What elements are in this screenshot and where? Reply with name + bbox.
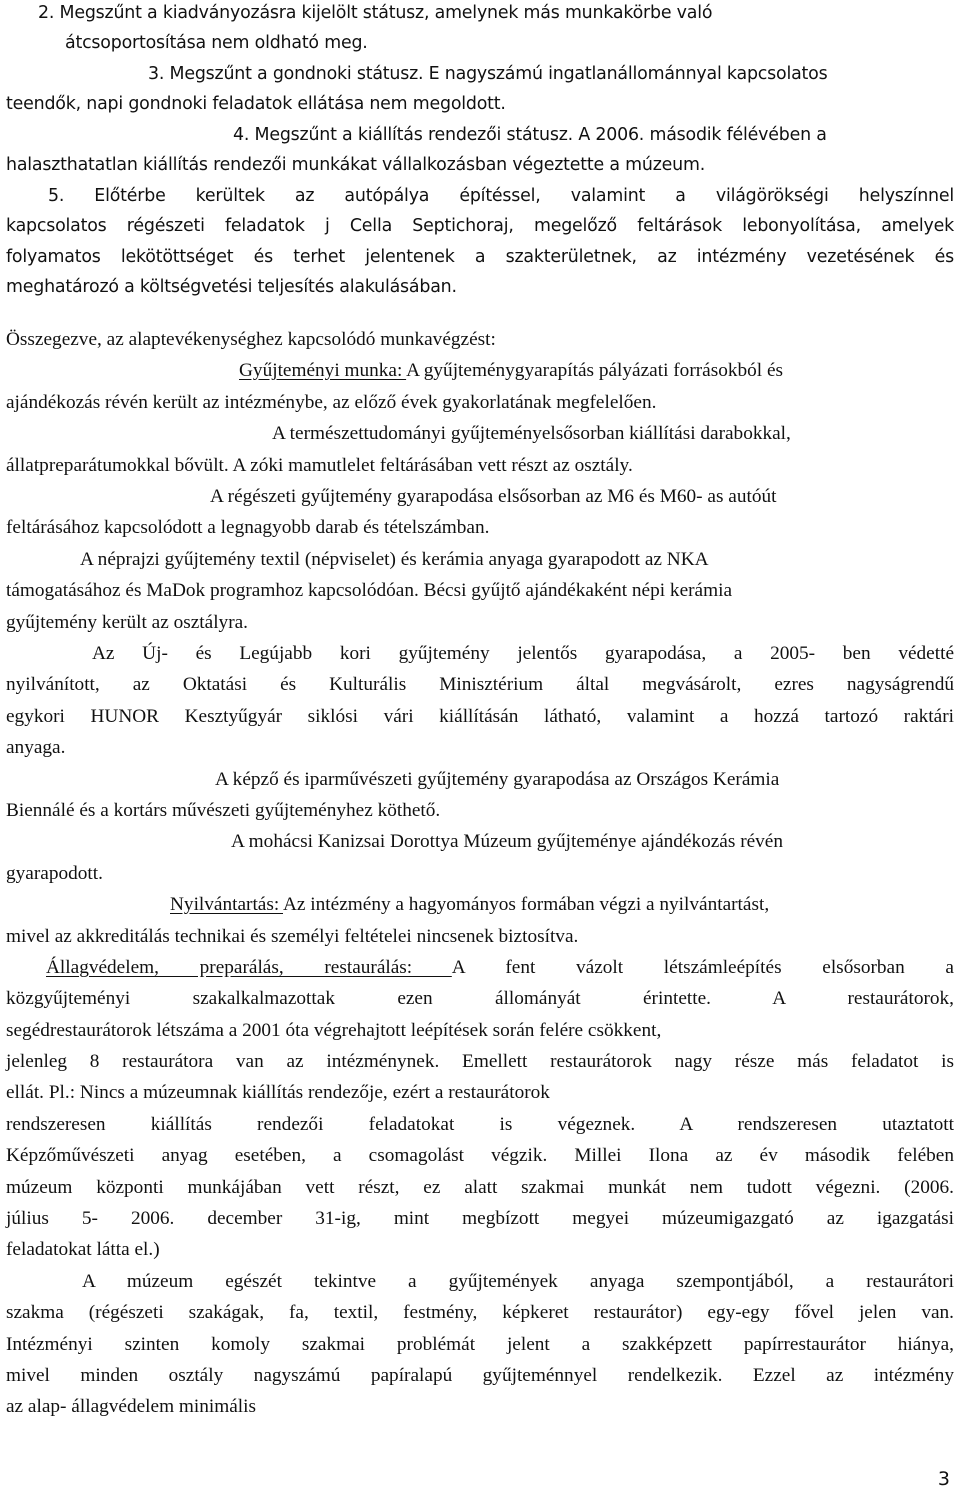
- natural-science-line-2: állatpreparátumokkal bővült. A zóki mamutlelet feltárásában vett részt az osztály.: [6, 455, 633, 476]
- ethnography-line-3: gyűjtemény került az osztályra.: [6, 612, 248, 633]
- conservation-line-7: Képzőművészeti anyag esetében, a csomagolást végzik. Millei Ilona az év második felében: [6, 1145, 954, 1166]
- list-item-3-line-2: teendők, napi gondnoki feladatok ellátása nem megoldott.: [6, 94, 506, 114]
- archaeology-line-2: feltárásához kapcsolódott a legnagyobb darab és tételszámban.: [6, 517, 490, 538]
- conservation-line-8: múzeum központi munkájában vett részt, ez alatt szakmai munkát nem tudott végezni. (2006.: [6, 1177, 954, 1198]
- mohacs-museum-line-2: gyarapodott.: [6, 863, 103, 884]
- list-item-2-line-1: 2. Megszűnt a kiadványozásra kijelölt státusz, amelynek más munkakörbe való: [38, 3, 713, 23]
- conservation-text: A fent vázolt létszámleépítés elsősorban a: [451, 957, 954, 978]
- registry-text: Az intézmény a hagyományos formában végzi a nyilvántartást,: [283, 894, 770, 915]
- conservation-line-10: feladatokat látta el.): [6, 1239, 160, 1260]
- collection-work-text: A gyűjteménygyarapítás pályázati forrásokból és: [406, 360, 784, 381]
- list-item-3-line-1: 3. Megszűnt a gondnoki státusz. E nagyszámú ingatlanállománnyal kapcsolatos: [148, 64, 828, 84]
- summary-intro: Összegezve, az alaptevékenységhez kapcsolódó munkavégzést:: [6, 329, 496, 350]
- conservation-heading: Állagvédelem, preparálás, restaurálás:: [46, 957, 452, 978]
- ethnography-line-1: A néprajzi gyűjtemény textil (népviselet) és kerámia anyaga gyarapodott az NKA: [80, 549, 709, 570]
- collection-work-heading: Gyűjteményi munka:: [239, 360, 407, 381]
- mohacs-museum-line-1: A mohácsi Kanizsai Dorottya Múzeum gyűjteménye ajándékozás révén: [231, 831, 784, 852]
- natural-science-line-1: A természettudományi gyűjteményelsősorban kiállítási darabokkal,: [272, 423, 791, 444]
- collection-work-line-2: ajándékozás révén került az intézménybe, az előző évek gyakorlatának megfelelően.: [6, 392, 657, 413]
- registry-line-1: [170, 892, 954, 920]
- overview-line-5: az alap- állagvédelem minimális: [6, 1396, 257, 1417]
- overview-line-4: mivel minden osztály nagyszámú papíralapú gyűjteménnyel rendelkezik. Ezzel az intézmény: [6, 1365, 954, 1386]
- conservation-line-4: jelenleg 8 restaurátora van az intézménynek. Emellett restaurátorok nagy része más feladatot is: [6, 1051, 954, 1072]
- registry-line-2: mivel az akkreditálás technikai és személyi feltételei nincsenek biztosítva.: [6, 926, 579, 947]
- modern-history-line-2: nyilvánított, az Oktatási és Kulturális Minisztérium által megvásárolt, ezres nagyságrendű: [6, 674, 954, 695]
- list-item-2-line-2: átcsoportosítása nem oldható meg.: [65, 33, 368, 53]
- conservation-line-2: közgyűjteményi szakalkalmazottak ezen állományát érintette. A restaurátorok,: [6, 988, 954, 1009]
- archaeology-line-1: A régészeti gyűjtemény gyarapodása elsősorban az M6 és M60- as autóút: [210, 486, 777, 507]
- overview-line-1: A múzeum egészét tekintve a gyűjtemények anyaga szempontjából, a restaurátori: [82, 1271, 954, 1292]
- overview-line-3: Intézményi szinten komoly szakmai problémát jelent a szakképzett papírrestaurátor hiánya,: [6, 1334, 954, 1355]
- ethnography-line-2: támogatásához és MaDok programhoz kapcsolódóan. Bécsi gyűjtő ajándékaként népi kerámia: [6, 580, 733, 601]
- modern-history-line-1: Az Új- és Legújabb kori gyűjtemény jelentős gyarapodása, a 2005- ben védetté: [92, 643, 954, 664]
- conservation-line-3: segédrestaurátorok létszáma a 2001 óta végrehajtott leépítések során felére csökkent,: [6, 1020, 662, 1041]
- page-number: 3: [937, 1468, 950, 1490]
- conservation-line-9: július 5- 2006. december 31-ig, mint megbízott megyei múzeumigazgató az igazgatási: [6, 1208, 954, 1229]
- overview-line-2: szakma (régészeti szakágak, fa, textil, festmény, képkeret restaurátor) egy-egy fővel jelen van.: [6, 1302, 954, 1323]
- conservation-line-5: ellát. Pl.: Nincs a múzeumnak kiállítás rendezője, ezért a restaurátorok: [6, 1082, 550, 1103]
- conservation-line-1: [46, 955, 954, 983]
- fine-arts-line-1: A képző és iparművészeti gyűjtemény gyarapodása az Országos Kerámia: [215, 769, 780, 790]
- list-item-5-line-1: 5. Előtérbe kerültek az autópálya építéssel, valamint a világörökségi helyszínnel: [48, 186, 954, 206]
- list-item-5-line-2: kapcsolatos régészeti feladatok j Cella Septichoraj, megelőző feltárások lebonyolítása, amelyek: [6, 216, 954, 236]
- registry-heading: Nyilvántartás:: [170, 894, 283, 915]
- list-item-5-line-3: folyamatos lekötöttséget és terhet jelentenek a szakterületnek, az intézmény vezetésének és: [6, 247, 954, 267]
- conservation-line-6: rendszeresen kiállítás rendezői feladatokat is végeznek. A rendszeresen utaztatott: [6, 1114, 954, 1135]
- modern-history-line-4: anyaga.: [6, 737, 66, 758]
- list-item-4-line-2: halaszthatatlan kiállítás rendezői munkákat vállalkozásban végeztette a múzeum.: [6, 155, 706, 175]
- modern-history-line-3: egykori HUNOR Kesztyűgyár siklósi vári kiállításán látható, valamint a hozzá tartozó raktári: [6, 706, 954, 727]
- list-item-4-line-1: 4. Megszűnt a kiállítás rendezői státusz. A 2006. második félévében a: [233, 125, 827, 145]
- list-item-5-line-4: meghatározó a költségvetési teljesítés alakulásában.: [6, 277, 457, 297]
- collection-work-line-1: [239, 358, 954, 386]
- fine-arts-line-2: Biennálé és a kortárs művészeti gyűjteményhez köthető.: [6, 800, 441, 821]
